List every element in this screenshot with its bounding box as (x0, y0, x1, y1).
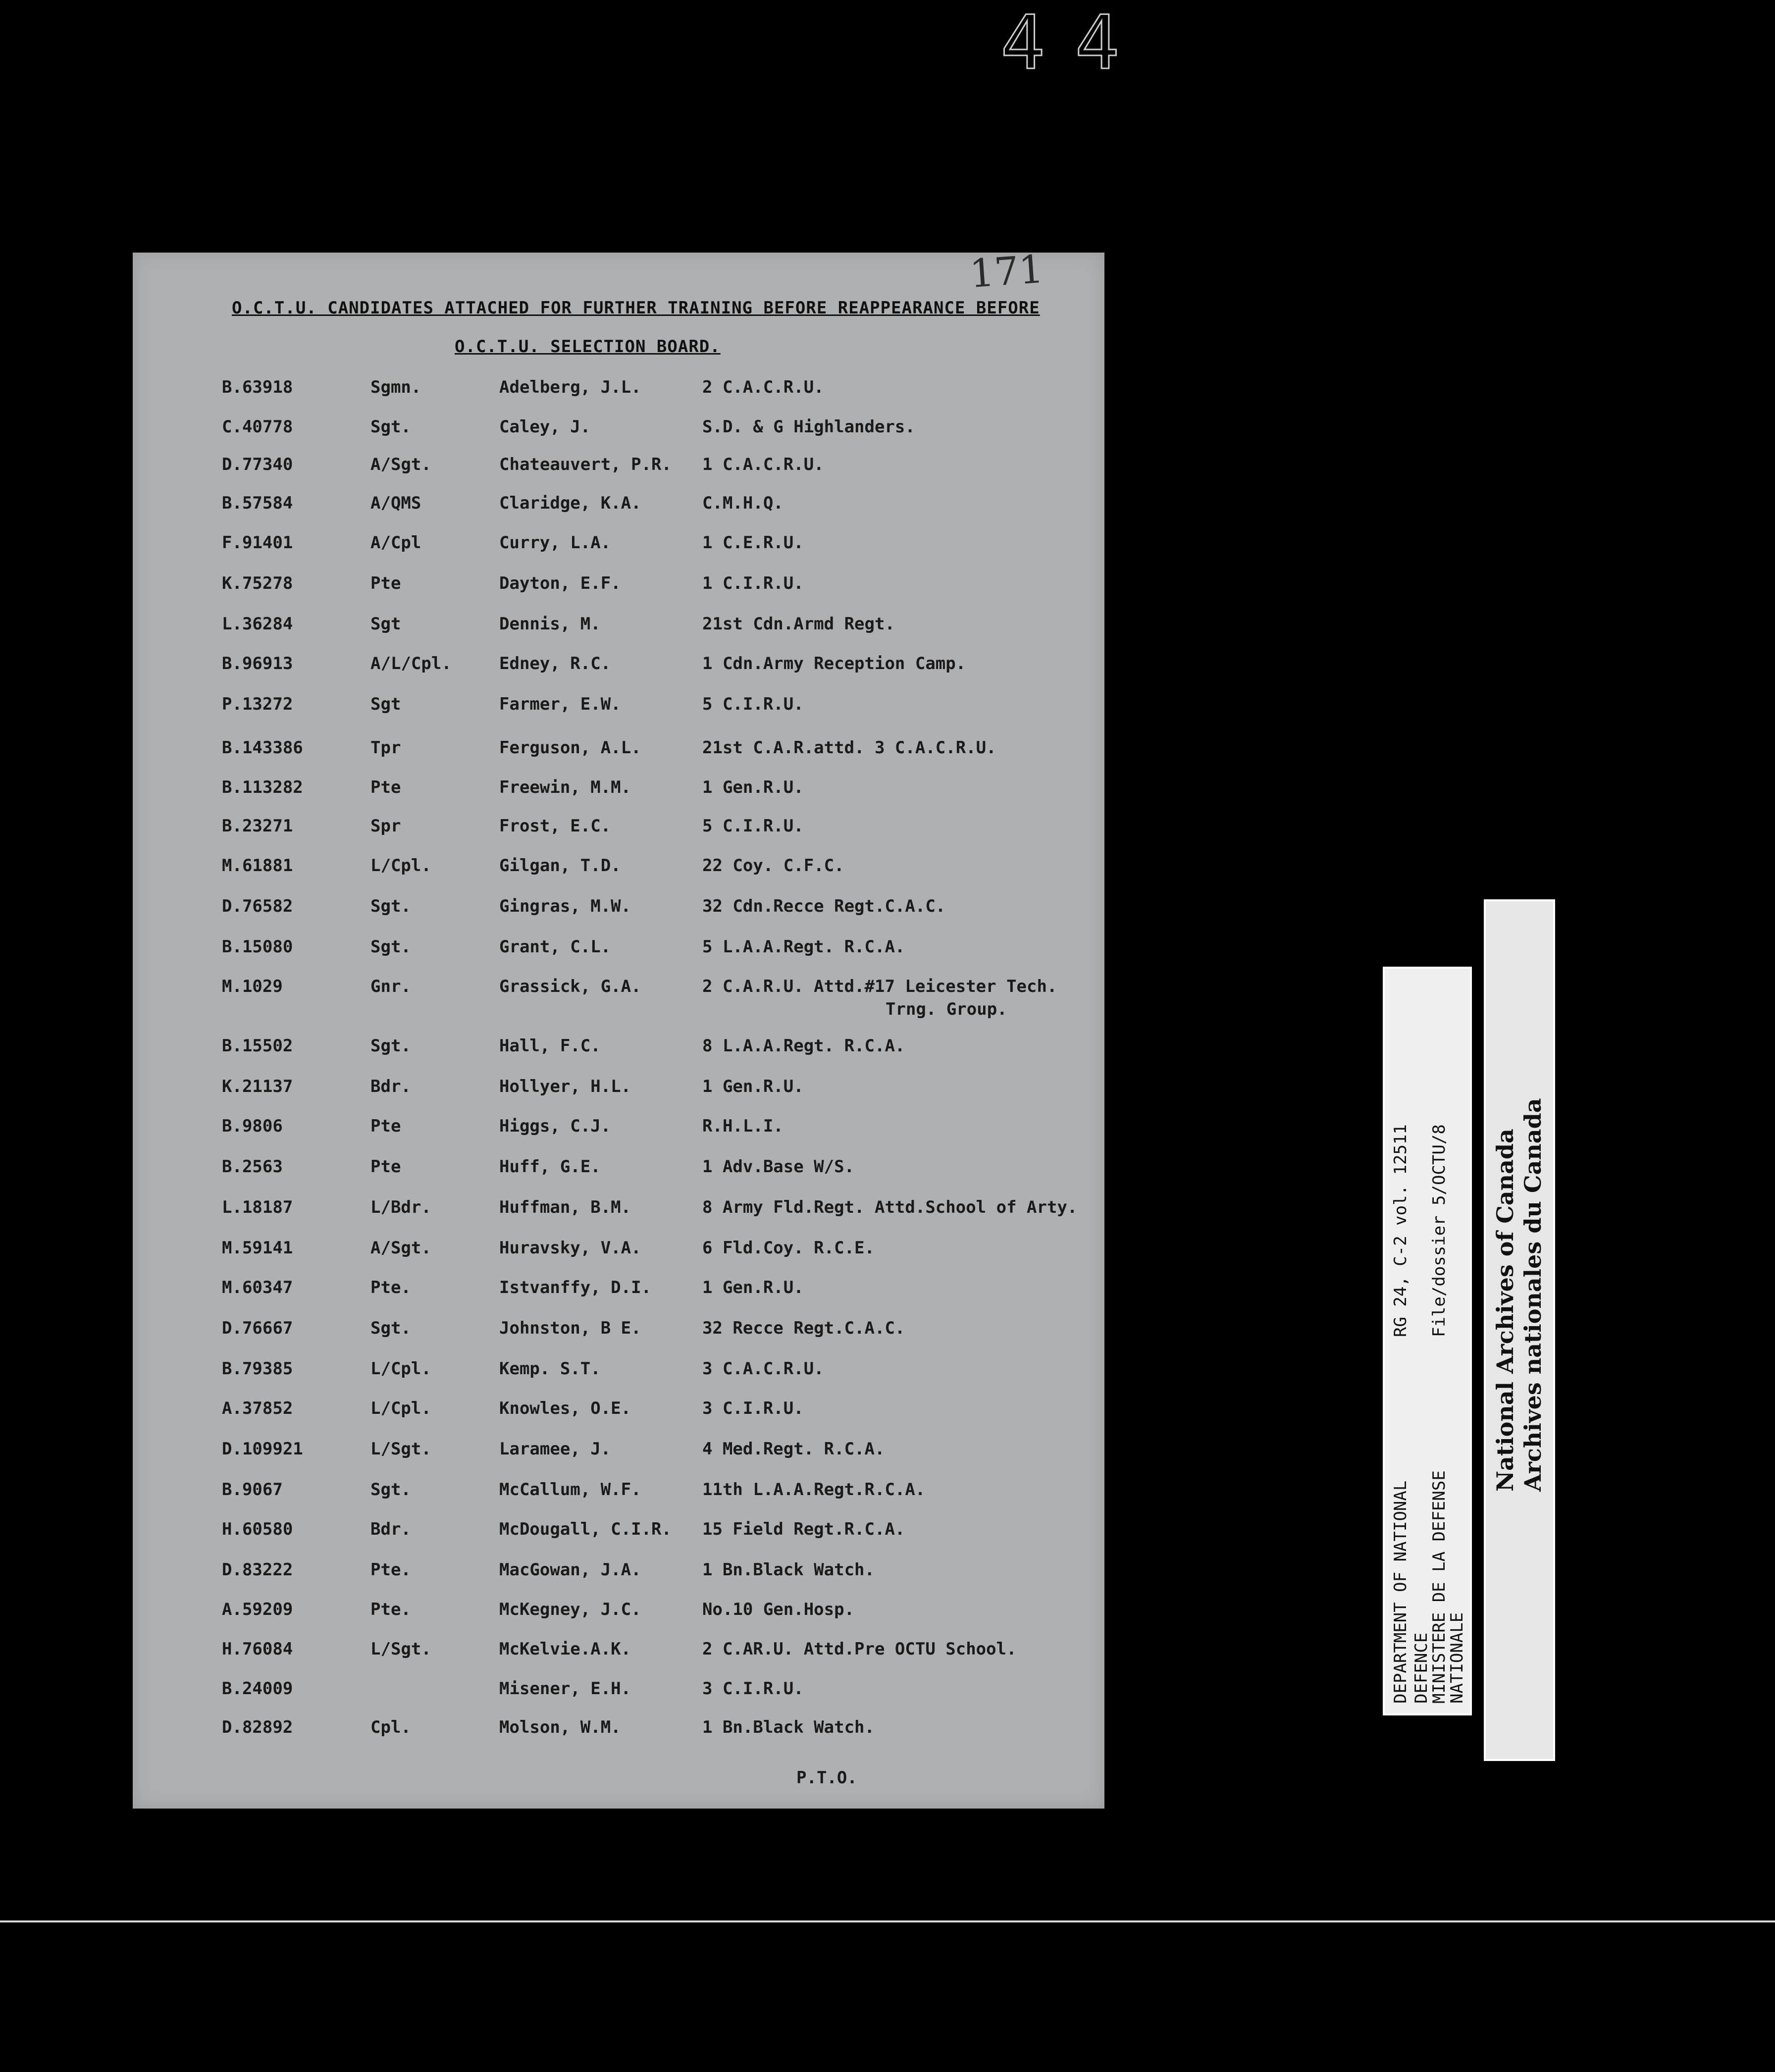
rank: Sgt. (370, 937, 411, 957)
rank: L/Cpl. (370, 1399, 431, 1418)
rank: Pte (370, 1157, 401, 1177)
rank: L/Cpl. (370, 1359, 431, 1379)
rank: Sgt (370, 614, 401, 634)
unit: 32 Cdn.Recce Regt.C.A.C. (702, 896, 946, 916)
unit: 2 C.A.C.R.U. (702, 377, 824, 397)
table-row (133, 417, 1104, 447)
table-row (133, 1116, 1104, 1146)
service-number: K.75278 (222, 573, 293, 593)
candidate-name: Chateauvert, P.R. (499, 455, 672, 474)
service-number: H.76084 (222, 1639, 293, 1659)
table-row (133, 533, 1104, 563)
service-number: D.77340 (222, 455, 293, 474)
label-ref-1: RG 24, C-2 vol. 12511 (1391, 1124, 1410, 1337)
candidate-name: Edney, R.C. (499, 654, 611, 673)
rank: Sgmn. (370, 377, 421, 397)
candidate-name: MacGowan, J.A. (499, 1560, 641, 1580)
candidate-name: Kemp. S.T. (499, 1359, 601, 1379)
table-row (133, 1439, 1104, 1469)
label-line-4: NATIONALE (1447, 1612, 1467, 1704)
candidate-name: Huff, G.E. (499, 1157, 601, 1177)
table-row (133, 816, 1104, 846)
candidate-name: Molson, W.M. (499, 1717, 621, 1737)
table-row (133, 1278, 1104, 1307)
label-line-3: MINISTERE DE LA DEFENSE (1429, 1470, 1449, 1704)
service-number: D.109921 (222, 1439, 303, 1459)
label-ref-2: File/dossier 5/OCTU/8 (1429, 1124, 1449, 1337)
folio-number: 171 (968, 247, 1045, 297)
rank: Bdr. (370, 1519, 411, 1539)
candidate-name: Grant, C.L. (499, 937, 611, 957)
table-row (133, 856, 1104, 885)
rank: L/Sgt. (370, 1639, 431, 1659)
candidate-name: Freewin, M.M. (499, 777, 631, 797)
table-row (133, 1359, 1104, 1389)
service-number: M.61881 (222, 856, 293, 876)
service-number: B.9067 (222, 1480, 283, 1500)
unit: 4 Med.Regt. R.C.A. (702, 1439, 885, 1459)
unit: 22 Coy. C.F.C. (702, 856, 844, 876)
service-number: M.59141 (222, 1238, 293, 1258)
service-number: B.24009 (222, 1679, 293, 1699)
service-number: D.82892 (222, 1717, 293, 1737)
table-row (133, 573, 1104, 603)
rank: L/Cpl. (370, 856, 431, 876)
candidate-name: Istvanffy, D.I. (499, 1278, 652, 1297)
table-row (133, 654, 1104, 683)
unit: 2 C.A.R.U. Attd.#17 Leicester Tech. (702, 977, 1057, 996)
unit: 6 Fld.Coy. R.C.E. (702, 1238, 875, 1258)
document-page (133, 247, 1104, 1809)
rank: Pte. (370, 1600, 411, 1619)
service-number: D.83222 (222, 1560, 293, 1580)
reference-label (1383, 967, 1472, 1715)
rank: Sgt. (370, 896, 411, 916)
rank: A/Sgt. (370, 455, 431, 474)
rank: Pte (370, 1116, 401, 1136)
table-row (133, 937, 1104, 967)
label-line-1: DEPARTMENT OF NATIONAL (1391, 1480, 1410, 1704)
table-row (133, 1157, 1104, 1187)
unit: 5 C.I.R.U. (702, 816, 804, 836)
candidate-name: Adelberg, J.L. (499, 377, 641, 397)
unit: 5 C.I.R.U. (702, 694, 804, 714)
candidate-name: Dayton, E.F. (499, 573, 621, 593)
candidate-name: McKegney, J.C. (499, 1600, 641, 1619)
rank: Sgt. (370, 1036, 411, 1056)
unit: 1 Bn.Black Watch. (702, 1717, 875, 1737)
unit: C.M.H.Q. (702, 493, 783, 513)
rank: A/Sgt. (370, 1238, 431, 1258)
unit: S.D. & G Highlanders. (702, 417, 915, 437)
unit: 5 L.A.A.Regt. R.C.A. (702, 937, 905, 957)
service-number: B.2563 (222, 1157, 283, 1177)
rank: Pte. (370, 1560, 411, 1580)
unit: 8 L.A.A.Regt. R.C.A. (702, 1036, 905, 1056)
service-number: A.37852 (222, 1399, 293, 1418)
service-number: M.60347 (222, 1278, 293, 1297)
rank: Pte (370, 573, 401, 593)
service-number: B.15502 (222, 1036, 293, 1056)
rank: Spr (370, 816, 401, 836)
candidate-name: Huravsky, V.A. (499, 1238, 641, 1258)
table-row (133, 1399, 1104, 1428)
service-number: F.91401 (222, 533, 293, 553)
table-row (133, 1717, 1104, 1747)
rank: L/Bdr. (370, 1197, 431, 1217)
table-row (133, 694, 1104, 724)
unit: 1 Cdn.Army Reception Camp. (702, 654, 966, 673)
archives-label-text (1486, 901, 1553, 1759)
table-row (133, 1519, 1104, 1549)
candidate-name: McCallum, W.F. (499, 1480, 641, 1500)
candidate-name: Curry, L.A. (499, 533, 611, 553)
service-number: K.21137 (222, 1077, 293, 1096)
bottom-rule (0, 1920, 1775, 1922)
service-number: B.15080 (222, 937, 293, 957)
candidate-name: Caley, J. (499, 417, 591, 437)
table-row (133, 1560, 1104, 1590)
unit: No.10 Gen.Hosp. (702, 1600, 855, 1619)
table-row (133, 614, 1104, 644)
pto-note: P.T.O. (796, 1768, 857, 1788)
unit: 1 C.A.C.R.U. (702, 455, 824, 474)
unit: 11th L.A.A.Regt.R.C.A. (702, 1480, 926, 1500)
service-number: D.76667 (222, 1318, 293, 1338)
candidate-name: McKelvie.A.K. (499, 1639, 631, 1659)
unit: 1 Gen.R.U. (702, 1077, 804, 1096)
candidate-name: Knowles, O.E. (499, 1399, 631, 1418)
rank: Tpr (370, 738, 401, 758)
candidate-name: Johnston, B E. (499, 1318, 641, 1338)
service-number: B.63918 (222, 377, 293, 397)
unit: 8 Army Fld.Regt. Attd.School of Arty. (702, 1197, 1078, 1217)
rank: Gnr. (370, 977, 411, 996)
candidate-name: Gilgan, T.D. (499, 856, 621, 876)
candidate-name: Ferguson, A.L. (499, 738, 641, 758)
heading-line-2: O.C.T.U. SELECTION BOARD. (455, 337, 721, 357)
rank: Bdr. (370, 1077, 411, 1096)
candidate-name: Claridge, K.A. (499, 493, 641, 513)
unit: 1 Bn.Black Watch. (702, 1560, 875, 1580)
service-number: B.96913 (222, 654, 293, 673)
service-number: B.79385 (222, 1359, 293, 1379)
reference-label-text (1385, 969, 1470, 1713)
candidate-name: Grassick, G.A. (499, 977, 641, 996)
table-row (133, 1480, 1104, 1509)
candidate-name: Laramee, J. (499, 1439, 611, 1459)
rank: Pte. (370, 1278, 411, 1297)
rank: A/QMS (370, 493, 421, 513)
table-row (133, 777, 1104, 807)
unit: 1 Adv.Base W/S. (702, 1157, 855, 1177)
service-number: B.57584 (222, 493, 293, 513)
rank: Pte (370, 777, 401, 797)
table-row (133, 1036, 1104, 1066)
table-row (133, 493, 1104, 523)
rank: L/Sgt. (370, 1439, 431, 1459)
unit: 3 C.A.C.R.U. (702, 1359, 824, 1379)
service-number: B.143386 (222, 738, 303, 758)
rank: A/L/Cpl. (370, 654, 452, 673)
service-number: P.13272 (222, 694, 293, 714)
service-number: L.36284 (222, 614, 293, 634)
candidate-name: Frost, E.C. (499, 816, 611, 836)
heading-line-1: O.C.T.U. CANDIDATES ATTACHED FOR FURTHER TRAINING BEFORE REAPPEARANCE BEFORE (232, 298, 1040, 318)
archives-line-2: Archives nationales du Canada (1519, 1098, 1546, 1492)
table-row (133, 377, 1104, 407)
service-number: D.76582 (222, 896, 293, 916)
unit: 21st Cdn.Armd Regt. (702, 614, 895, 634)
table-row (133, 1679, 1104, 1709)
unit: 3 C.I.R.U. (702, 1679, 804, 1699)
unit: 1 Gen.R.U. (702, 1278, 804, 1297)
table-row (133, 1197, 1104, 1227)
table-row (133, 1238, 1104, 1268)
rank: Sgt. (370, 417, 411, 437)
candidate-name: Hall, F.C. (499, 1036, 601, 1056)
candidate-name: Hollyer, H.L. (499, 1077, 631, 1096)
archives-line-1: National Archives of Canada (1492, 1129, 1518, 1492)
table-row (133, 1318, 1104, 1348)
archives-label (1484, 899, 1555, 1761)
unit: R.H.L.I. (702, 1116, 783, 1136)
service-number: L.18187 (222, 1197, 293, 1217)
candidate-name: Misener, E.H. (499, 1679, 631, 1699)
table-row (133, 896, 1104, 926)
unit: 15 Field Regt.R.C.A. (702, 1519, 905, 1539)
candidate-name: Gingras, M.W. (499, 896, 631, 916)
unit-continued: Trng. Group. (886, 999, 1007, 1019)
table-row (133, 977, 1104, 1019)
rank: Sgt. (370, 1480, 411, 1500)
unit: 21st C.A.R.attd. 3 C.A.C.R.U. (702, 738, 996, 758)
table-row (133, 738, 1104, 768)
unit: 3 C.I.R.U. (702, 1399, 804, 1418)
unit: 1 C.E.R.U. (702, 533, 804, 553)
unit: 2 C.AR.U. Attd.Pre OCTU School. (702, 1639, 1017, 1659)
service-number: B.23271 (222, 816, 293, 836)
unit: 1 C.I.R.U. (702, 573, 804, 593)
unit: 32 Recce Regt.C.A.C. (702, 1318, 905, 1338)
table-row (133, 455, 1104, 484)
rank: Sgt (370, 694, 401, 714)
unit: 1 Gen.R.U. (702, 777, 804, 797)
service-number: C.40778 (222, 417, 293, 437)
candidate-name: Dennis, M. (499, 614, 601, 634)
candidate-name: Higgs, C.J. (499, 1116, 611, 1136)
microfilm-frame-number: 44 (1000, 0, 1149, 86)
candidate-name: Huffman, B.M. (499, 1197, 631, 1217)
service-number: M.1029 (222, 977, 283, 996)
label-line-2: DEFENCE (1411, 1632, 1431, 1704)
table-row (133, 1639, 1104, 1669)
rank: Sgt. (370, 1318, 411, 1338)
table-row (133, 1077, 1104, 1106)
rank: Cpl. (370, 1717, 411, 1737)
service-number: B.113282 (222, 777, 303, 797)
service-number: H.60580 (222, 1519, 293, 1539)
candidate-name: Farmer, E.W. (499, 694, 621, 714)
rank: A/Cpl (370, 533, 421, 553)
table-row (133, 1600, 1104, 1629)
service-number: B.9806 (222, 1116, 283, 1136)
candidate-name: McDougall, C.I.R. (499, 1519, 672, 1539)
service-number: A.59209 (222, 1600, 293, 1619)
